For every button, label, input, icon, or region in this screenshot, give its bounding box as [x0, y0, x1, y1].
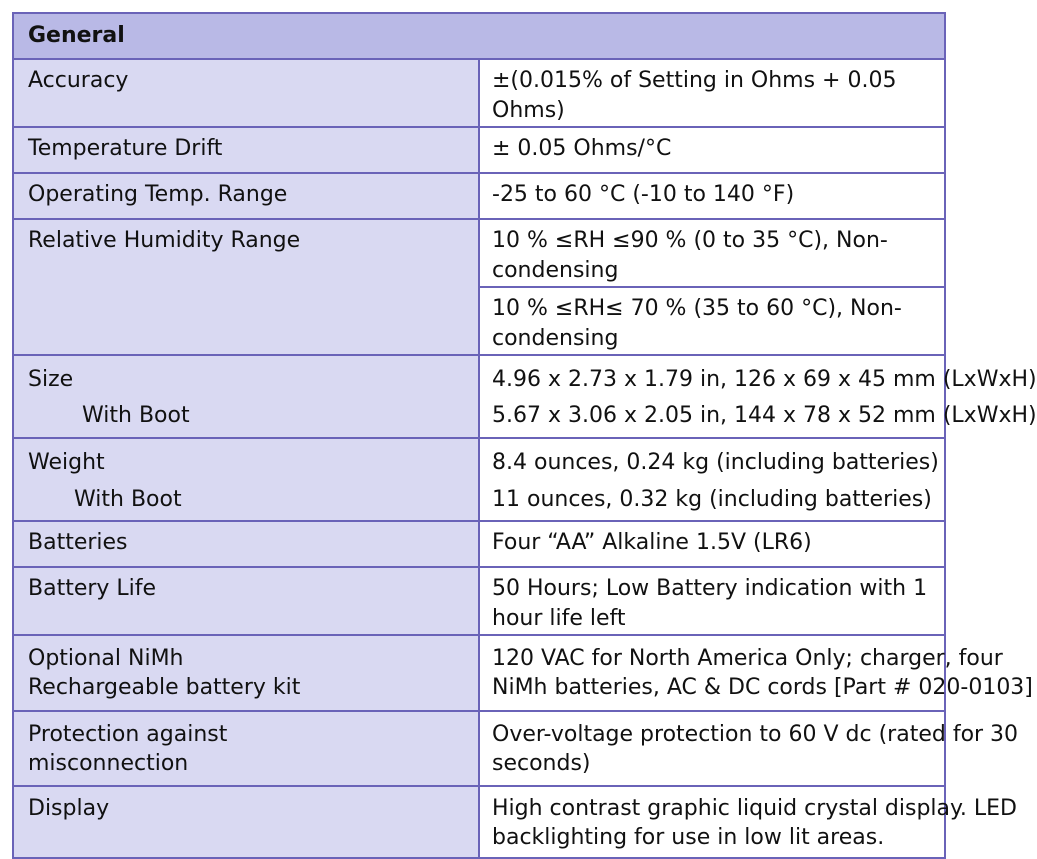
table-row — [13, 635, 945, 711]
row-value-nimh — [479, 635, 1033, 711]
protection-value-line-1: Over-voltage protection to 60 V dc (rated for 30 — [492, 722, 1019, 747]
table-title: General — [13, 13, 945, 59]
table-header-row — [13, 13, 945, 59]
row-label-battery-life: Battery Life — [13, 567, 479, 635]
row-value-batteries: Four “AA” Alkaline 1.5V (LR6) — [479, 521, 945, 567]
row-label-size — [13, 355, 479, 438]
display-value-line-2: backlighting for use in low lit areas. — [492, 825, 885, 850]
table-row — [13, 173, 945, 219]
row-value-weight — [479, 438, 945, 521]
row-label-operating-temp: Operating Temp. Range — [13, 173, 479, 219]
protection-value-line-2: seconds) — [492, 751, 591, 776]
table-row — [13, 567, 945, 635]
table-row — [13, 127, 945, 173]
row-value-temperature-drift: ± 0.05 Ohms/°C — [479, 127, 945, 173]
size-with-boot-label: With Boot — [82, 403, 190, 428]
nimh-label-line-1: Optional NiMh — [28, 646, 184, 671]
row-value-size — [479, 355, 1037, 438]
row-value-protection — [479, 711, 1019, 786]
table-row — [13, 438, 945, 521]
protection-label-line-1: Protection against — [28, 722, 228, 747]
table-row — [13, 355, 945, 438]
nimh-label-line-2: Rechargeable battery kit — [28, 675, 301, 700]
protection-label-line-2: misconnection — [28, 751, 189, 776]
table-row — [13, 59, 945, 127]
table-row — [13, 786, 945, 858]
weight-value: 8.4 ounces, 0.24 kg (including batteries) — [492, 450, 939, 475]
nimh-value-line-1: 120 VAC for North America Only; charger, four — [492, 646, 1003, 671]
nimh-value-line-2: NiMh batteries, AC & DC cords [Part # 020-0103] — [492, 675, 1033, 700]
row-label-humidity: Relative Humidity Range — [13, 219, 479, 355]
table-row — [13, 521, 945, 567]
display-value-line-1: High contrast graphic liquid crystal display. LED — [492, 796, 1017, 821]
weight-with-boot-label: With Boot — [74, 487, 182, 512]
weight-label: Weight — [28, 450, 105, 475]
row-label-protection — [13, 711, 479, 786]
table-row — [13, 711, 945, 786]
weight-with-boot-value: 11 ounces, 0.32 kg (including batteries) — [492, 487, 932, 512]
general-spec-table — [12, 12, 1037, 859]
size-with-boot-value: 5.67 x 3.06 x 2.05 in, 144 x 78 x 52 mm (LxWxH) — [492, 403, 1037, 428]
size-label: Size — [28, 367, 74, 392]
row-label-temperature-drift: Temperature Drift — [13, 127, 479, 173]
row-label-batteries: Batteries — [13, 521, 479, 567]
row-value-humidity-1: 10 % ≤RH ≤90 % (0 to 35 °C), Non-condensing — [479, 219, 945, 287]
row-label-accuracy: Accuracy — [13, 59, 479, 127]
row-value-accuracy: ±(0.015% of Setting in Ohms + 0.05 Ohms) — [479, 59, 945, 127]
row-value-operating-temp: -25 to 60 °C (-10 to 140 °F) — [479, 173, 945, 219]
row-label-display: Display — [13, 786, 479, 858]
row-value-battery-life: 50 Hours; Low Battery indication with 1 hour life left — [479, 567, 945, 635]
row-label-weight — [13, 438, 479, 521]
row-value-display — [479, 786, 1017, 858]
size-value: 4.96 x 2.73 x 1.79 in, 126 x 69 x 45 mm (LxWxH) — [492, 367, 1037, 392]
row-label-nimh — [13, 635, 479, 711]
table-row — [13, 219, 945, 287]
row-value-humidity-2: 10 % ≤RH≤ 70 % (35 to 60 °C), Non-condensing — [479, 287, 945, 355]
